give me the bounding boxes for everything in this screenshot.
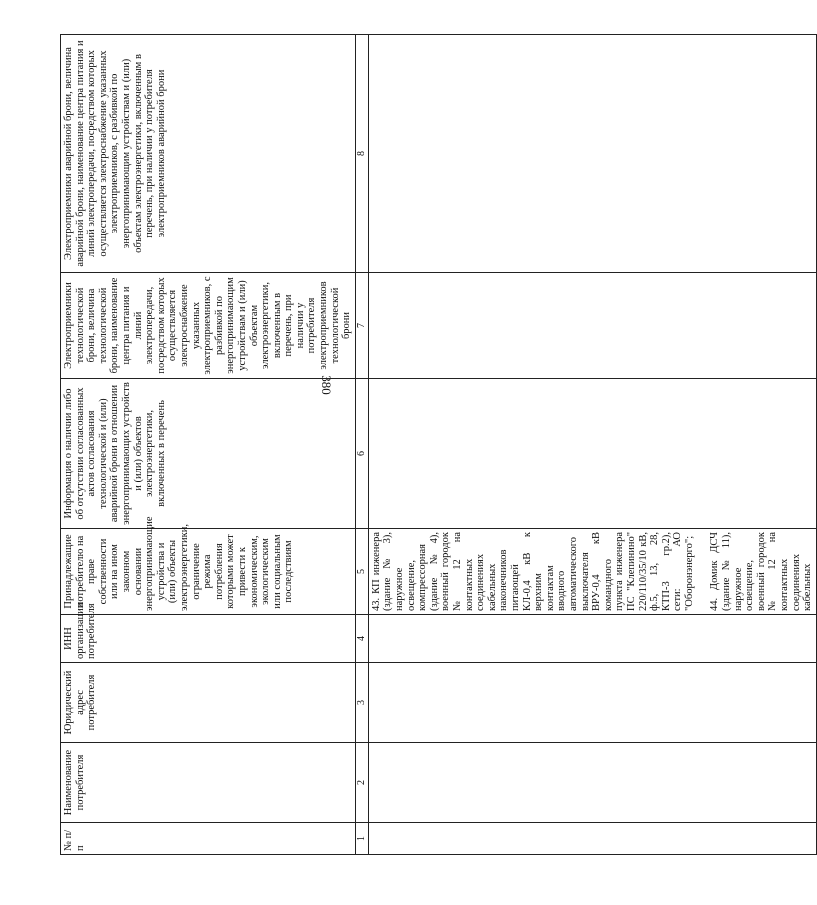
column-number: 8 <box>355 35 368 273</box>
table-cell <box>368 663 816 743</box>
header-row <box>61 35 356 855</box>
consumer-table <box>60 34 817 855</box>
header-cell-emergency-reserve: Электроприемники аварийной брони, величина аварийной брони, наименование центра питания и линий электропередачи, посредством которых осуществляется электроснабжение указанных электроприемников, с разбивкой по энергопринимающим устройствам и (или) объектам электроэнергетики, включенным в перечень, при наличии у потребителя электроприемников аварийной брони <box>61 35 356 273</box>
table-cell <box>368 35 816 273</box>
table-cell <box>368 615 816 663</box>
table-cell <box>368 273 816 379</box>
list-item: 44. Домик ДСЧ (здание № 11), наружное освещение, военный городок № 12 на контактных соединениях кабельных <box>709 532 814 611</box>
header-cell-devices: Принадлежащие потребителю на праве собственности или на ином законном основании энергопринимающие устройства и (или) объекты электроэнергетики, ограничение режима потребления которыми может привести к экономическим, экологическим или социальным последствиям <box>61 529 356 615</box>
rotated-table-container <box>60 35 814 855</box>
page-number: 380 <box>319 375 334 395</box>
table-cell <box>368 743 816 823</box>
header-cell-address: Юридический адрес потребителя <box>61 663 356 743</box>
header-cell-inn: ИНН организации потребителя <box>61 615 356 663</box>
column-number: 7 <box>355 273 368 379</box>
list-item: 43. КП инженера (здание № 3), наружное освещение, компрессорная (здание №4), военный городок № 12 на контактных соединениях кабельных наконечников питающей КЛ-0,4 кВ к верхним контактам вводного автоматического выключателя ВРУ-0,4 кВ командного пункта инженера ПС "Клепинино" 220/110/35/10 кВ, ф.5, 13, 28, КТП-3 гр.2), сети: АО "Оборонэнерго"; <box>370 532 695 611</box>
column-number-row <box>355 35 368 855</box>
header-cell-acts: Информация о наличии либо об отсутствии согласованных актов согласования технологической и (или) аварийной брони в отношении энергопринимающих устройств и (или) объектов электроэнергетики, включенных в перечень <box>61 379 356 529</box>
column-number: 2 <box>355 743 368 823</box>
column-number: 6 <box>355 379 368 529</box>
header-cell-number: № п/п <box>61 823 356 855</box>
table-row <box>368 35 816 855</box>
header-cell-name: Наименование потребителя <box>61 743 356 823</box>
column-number: 4 <box>355 615 368 663</box>
table-cell <box>368 823 816 855</box>
column-number: 5 <box>355 529 368 615</box>
devices-cell <box>368 529 816 615</box>
column-number: 3 <box>355 663 368 743</box>
table-cell <box>368 379 816 529</box>
column-number: 1 <box>355 823 368 855</box>
header-cell-tech-reserve: Электроприемники технологической брони, величина технологической брони, наименование центра питания и линий электропередачи, посредством которых осуществляется электроснабжение указанных электроприемников, с разбивкой по энергопринимающим устройствам и (или) объектам электроэнергетики, включенным в перечень, при наличии у потребителя электроприемников технологической брони <box>61 273 356 379</box>
